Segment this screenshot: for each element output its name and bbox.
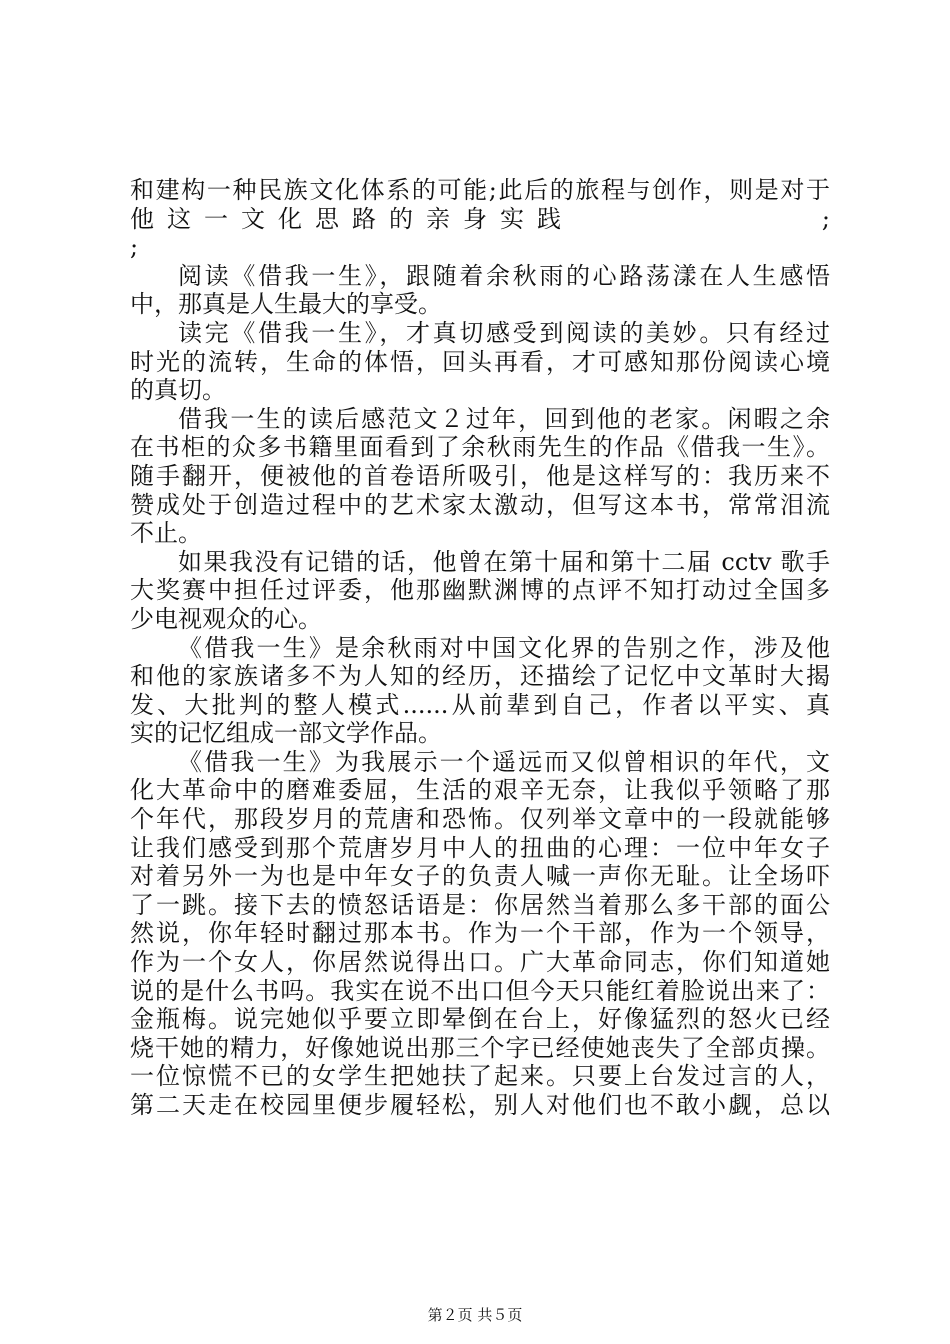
text-line-right: ; <box>821 204 830 233</box>
text-line: 《借我一生》为我展示一个遥远而又似曾相识的年代，文 <box>178 747 830 776</box>
text-line: 对着另外一为也是中年女子的负责人喊一声你无耻。让全场吓 <box>130 862 830 891</box>
text-line: 和他的家族诸多不为人知的经历，还描绘了记忆中文革时大揭 <box>130 662 830 691</box>
document-body <box>130 176 830 1120</box>
text-line: 读完《借我一生》，才真切感受到阅读的美妙。只有经过 <box>178 318 830 347</box>
text-line: 然说，你年轻时翻过那本书。作为一个干部，作为一个领导， <box>130 919 830 948</box>
text-line: 中，那真是人生最大的享受。 <box>130 290 442 319</box>
text-line: 如果我没有记错的话，他曾在第十届和第十二届 cctv 歌手 <box>178 547 830 576</box>
text-line: 第二天走在校园里便步履轻松，别人对他们也不敢小觑，总以 <box>130 1091 830 1119</box>
text-line-left: 他这一文化思路的亲身实践 <box>130 204 574 233</box>
text-line: 阅读《借我一生》，跟随着余秋雨的心路荡漾在人生感悟 <box>178 261 830 290</box>
text-line: 时光的流转，生命的体悟，回头再看，才可感知那份阅读心境 <box>130 347 830 376</box>
text-line: 大奖赛中担任过评委，他那幽默渊博的点评不知打动过全国多 <box>130 576 830 605</box>
page-footer: 第２页 共５页 <box>427 1306 523 1324</box>
text-line: 少电视观众的心。 <box>130 604 322 633</box>
text-line: 烧干她的精力，好像她说出那三个字已经使她丧失了全部贞操。 <box>130 1033 830 1062</box>
text-line: 发、大批判的整人模式......从前辈到自己，作者以平实、真 <box>130 690 830 719</box>
text-line: 在书柜的众多书籍里面看到了余秋雨先生的作品《借我一生》。 <box>130 433 830 462</box>
text-line: 一位惊慌不已的女学生把她扶了起来。只要上台发过言的人， <box>130 1062 830 1091</box>
text-line: 了一跳。接下去的愤怒话语是：你居然当着那么多干部的面公 <box>130 890 830 919</box>
text-line: 不止。 <box>130 519 202 548</box>
text-line <box>130 205 830 234</box>
text-line: 让我们感受到那个荒唐岁月中人的扭曲的心理：一位中年女子 <box>130 833 830 862</box>
text-line: 的真切。 <box>130 376 226 405</box>
text-line: 和建构一种民族文化体系的可能;此后的旅程与创作，则是对于 <box>130 176 830 204</box>
text-line: 个年代，那段岁月的荒唐和恐怖。仅列举文章中的一段就能够 <box>130 805 830 834</box>
text-line: 《借我一生》是余秋雨对中国文化界的告别之作，涉及他 <box>178 633 830 662</box>
text-line: 说的是什么书吗。我实在说不出口但今天只能红着脸说出来了： <box>130 976 830 1005</box>
text-line: 实的记忆组成一部文学作品。 <box>130 719 442 748</box>
text-line: ; <box>130 233 139 262</box>
text-line: 化大革命中的磨难委屈，生活的艰辛无奈，让我似乎领略了那 <box>130 776 830 805</box>
text-line: 金瓶梅。说完她似乎要立即晕倒在台上，好像猛烈的怒火已经 <box>130 1005 830 1034</box>
text-line: 随手翻开，便被他的首卷语所吸引，他是这样写的：我历来不 <box>130 461 830 490</box>
text-line: 赞成处于创造过程中的艺术家太激动，但写这本书，常常泪流 <box>130 490 830 519</box>
text-line: 作为一个女人，你居然说得出口。广大革命同志，你们知道她 <box>130 948 830 977</box>
text-line: 借我一生的读后感范文２过年，回到他的老家。闲暇之余 <box>178 404 830 433</box>
